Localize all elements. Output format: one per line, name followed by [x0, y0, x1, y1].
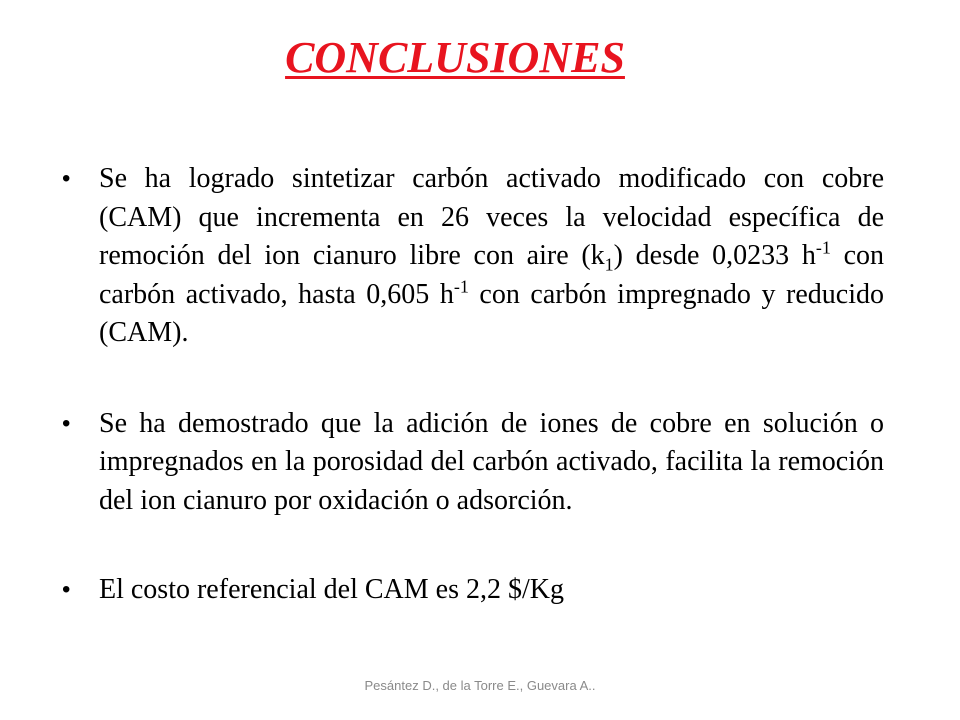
bullet-text: con carbón activado, hasta 0,605 h: [99, 240, 884, 310]
bullet-item-cost: [62, 571, 884, 610]
superscript: -1: [815, 237, 831, 258]
bullet-dot-icon: •: [62, 165, 71, 192]
bullet-text: con carbón impregnado y reducido (CAM).: [99, 278, 884, 348]
bullet-text: Se ha demostrado que la adición de iones de cobre en solución o impregnados en la porosidad del carbón activado, facilita la remoción del ion cianuro por oxidación o adsorción.: [99, 407, 884, 516]
footer-authors: Pesántez D., de la Torre E., Guevara A..: [364, 678, 596, 693]
bullet-text: El costo referencial del CAM es 2,2 $/Kg: [99, 574, 564, 605]
bullet-item-synthesis: [62, 160, 884, 353]
bullet-text: ) desde 0,0233 h: [613, 240, 816, 271]
bullet-list: [62, 160, 884, 610]
bullet-dot-icon: •: [62, 576, 71, 603]
slide-title: CONCLUSIONES: [285, 33, 625, 82]
bullet-dot-icon: •: [62, 409, 71, 437]
bullet-text: Se ha logrado sintetizar carbón activado modificado con cobre (CAM) que incrementa en 26 veces la velocidad específica de remoción del ion cianuro libre con aire (k: [99, 163, 884, 271]
subscript: 1: [604, 254, 614, 275]
bullet-item-copper-ions: [62, 405, 884, 521]
superscript: -1: [453, 276, 469, 297]
